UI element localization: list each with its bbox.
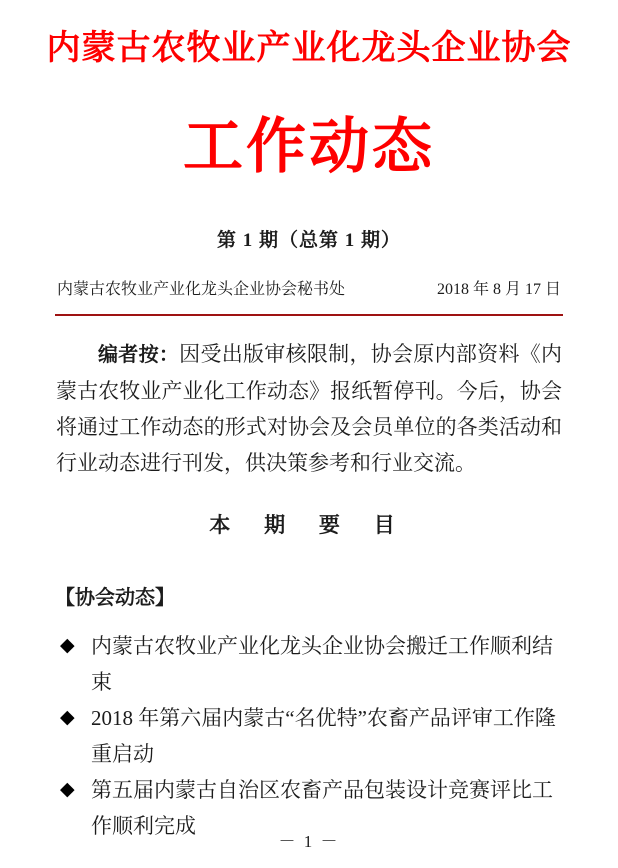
toc-item-text: 2018 年第六届内蒙古“名优特”农畜产品评审工作隆重启动 [91,706,556,766]
header-divider-rule [55,314,563,316]
publisher-name: 内蒙古农牧业产业化龙头企业协会秘书处 [57,281,346,298]
diamond-bullet-icon: ◆ [60,779,75,800]
toc-item-text: 内蒙古农牧业产业化龙头企业协会搬迁工作顺利结束 [91,634,553,694]
toc-item [60,628,566,700]
toc-item-text: 第五届内蒙古自治区农畜产品包装设计竞赛评比工作顺利完成 [91,778,553,838]
toc-item [60,700,566,772]
section-header-association-news: 【协会动态】 [55,587,175,609]
diamond-bullet-icon: ◆ [60,635,75,656]
publish-date: 2018 年 8 月 17 日 [436,281,561,298]
issue-number-line: 第 1 期（总第 1 期） [216,230,401,251]
page-number: － 1 － [278,832,340,851]
editor-note-label: 编者按： [98,344,180,366]
editor-note-paragraph [56,336,562,481]
diamond-bullet-icon: ◆ [60,707,75,728]
editor-note-body: 因受出版审核限制，协会原内部资料《内蒙古农牧业产业化工作动态》报纸暂停刊。今后，协会将通过工作动态的形式对协会及会员单位的各类活动和行业动态进行刊发，供决策参考和行业交流。 [56,342,563,475]
doc-title: 工作动态 [183,114,435,180]
org-title: 内蒙古农牧业产业化龙头企业协会 [46,30,572,67]
toc-title: 本 期 要 目 [209,514,409,537]
publisher-date-row [57,280,561,300]
toc-list [60,628,566,844]
